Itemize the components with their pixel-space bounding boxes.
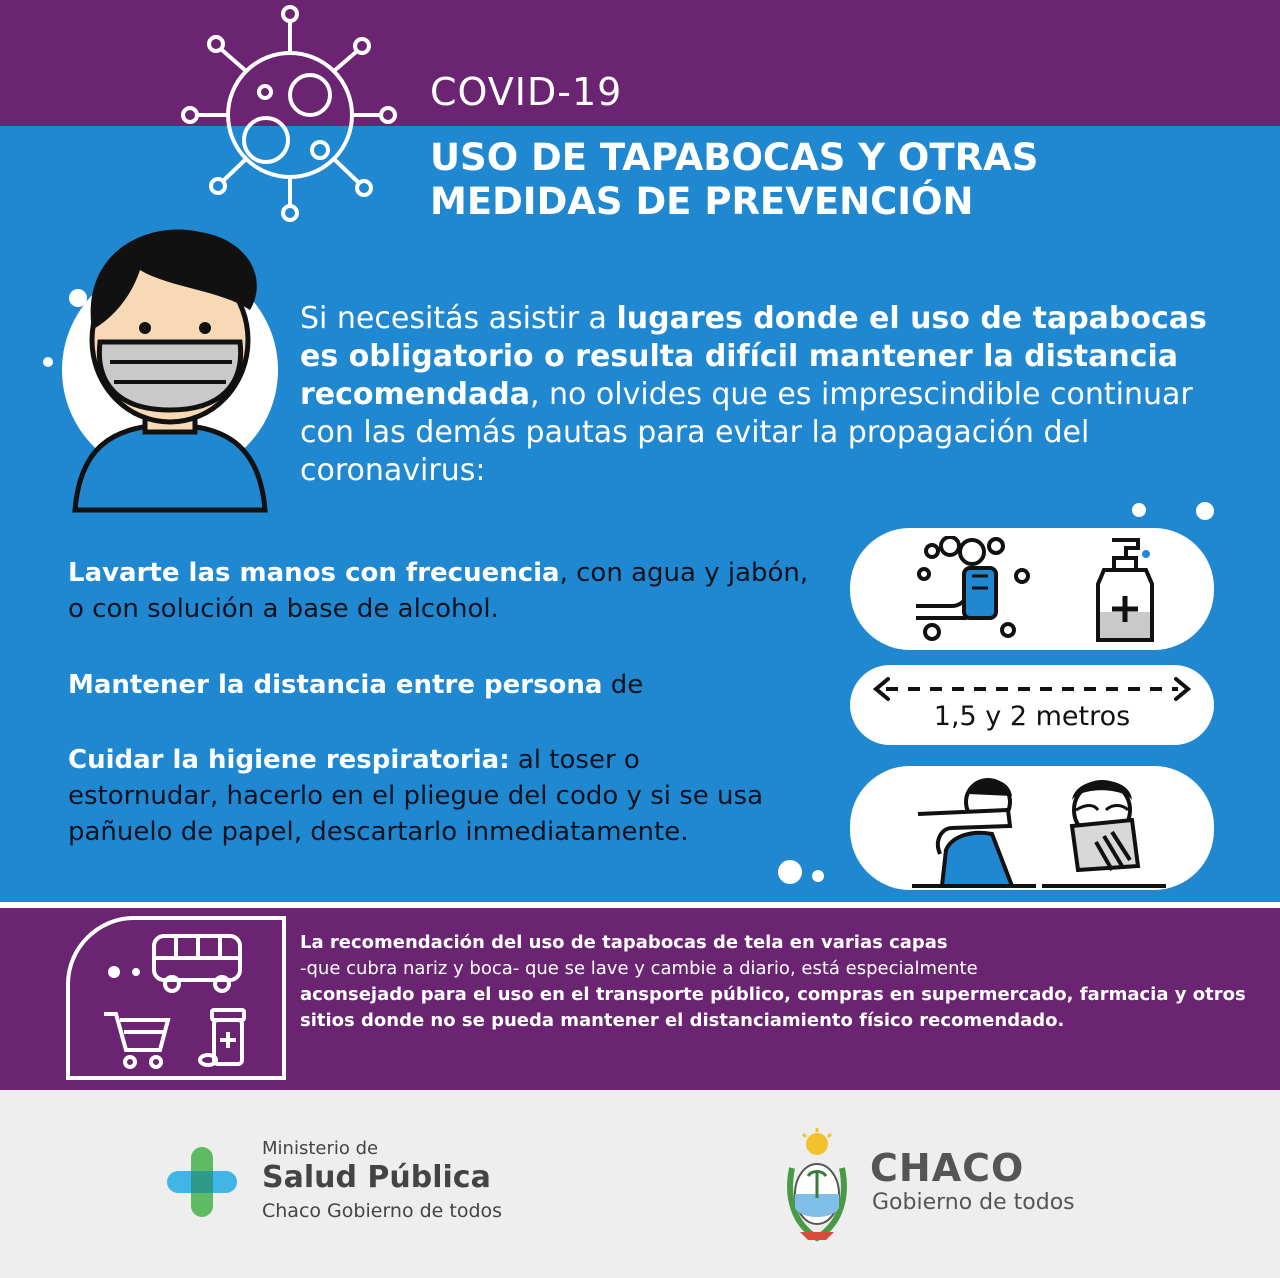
title-line-2: MEDIDAS DE PREVENCIÓN: [430, 180, 974, 223]
respiratory-pill: [850, 766, 1214, 890]
virus-icon: [170, 0, 410, 230]
intro-paragraph: [300, 300, 1240, 490]
province-seal-icon: [778, 1128, 856, 1244]
elbow-cough-icon: [912, 770, 1042, 890]
transport-icons-frame: [64, 914, 288, 1082]
gov-name: CHACO: [870, 1146, 1025, 1190]
gov-tagline: Gobierno de todos: [872, 1190, 1075, 1215]
tip-handwash: [68, 555, 828, 627]
recommendation-bold-1: La recomendación del uso de tapabocas de tela en varias capas: [300, 932, 948, 953]
medicine-icon: [200, 1010, 244, 1065]
tip-respiratory: [68, 742, 788, 850]
decor-bubble: [778, 860, 802, 884]
recommendation-normal: -que cubra nariz y boca- que se lave y cambie a diario, está especialmente: [300, 958, 978, 979]
distance-label: 1,5 y 2 metros: [933, 701, 1131, 732]
recommendation-bold-2: aconsejado para el uso en el transporte público, compras en supermercado, farmacia y otros sitios donde no se pueda mantener el distanciamiento físico recomendado.: [300, 984, 1246, 1031]
page-title: [430, 136, 1038, 224]
intro-text-1: Si necesitás asistir a: [300, 301, 617, 336]
tip-distance-bold: Mantener la distancia entre persona: [68, 670, 603, 700]
cart-icon: [104, 1014, 168, 1067]
intro-text-3: , no olvides que es imprescindible continuar con las demás pautas para evitar la propagación del coronavirus:: [300, 377, 1193, 488]
title-line-1: USO DE TAPABOCAS Y OTRAS: [430, 136, 1039, 179]
tip-respiratory-bold: Cuidar la higiene respiratoria:: [68, 745, 510, 775]
tip-distance: [68, 667, 828, 703]
ministry-line-2: Salud Pública: [262, 1160, 491, 1195]
decor-bubble: [1132, 503, 1146, 517]
kicker: COVID-19: [430, 70, 623, 114]
tip-handwash-bold: Lavarte las manos con frecuencia: [68, 558, 560, 588]
tissue-icon: [1042, 770, 1172, 890]
ministry-line-3: Chaco Gobierno de todos: [262, 1200, 503, 1222]
distance-pill: [850, 665, 1214, 745]
intro-text-bold: lugares donde el uso de tapabocas es obligatorio o resulta difícil mantener la distancia recomendada: [300, 301, 1207, 412]
decor-bubble: [1196, 502, 1214, 520]
tip-distance-text: de: [602, 670, 644, 700]
tip-respiratory-text: al toser o estornudar, hacerlo en el pliegue del codo y si se usa pañuelo de papel, descartarlo inmediatamente.: [68, 745, 764, 847]
recommendation-paragraph: [300, 930, 1260, 1034]
handwash-icon: [912, 536, 1032, 646]
person-mask-icon: [40, 210, 300, 530]
bus-icon: [154, 936, 240, 991]
handwash-pill: [850, 528, 1214, 650]
sanitizer-icon: [1082, 534, 1162, 646]
ministry-line-1: Ministerio de: [262, 1138, 379, 1159]
decor-bubble: [812, 870, 824, 882]
health-cross-icon: [165, 1145, 239, 1219]
tip-handwash-text: , con agua y jabón, o con solución a base de alcohol.: [68, 558, 809, 624]
